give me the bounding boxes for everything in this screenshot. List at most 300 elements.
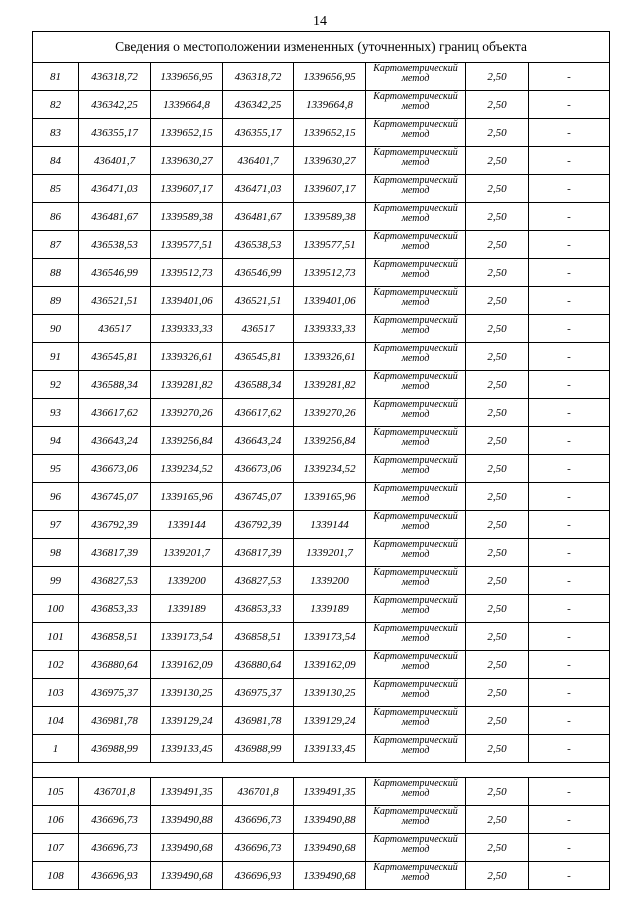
y-new-cell: 1339200: [294, 567, 366, 595]
y-existing-cell: 1339577,51: [151, 231, 223, 259]
point-number-cell: 84: [33, 147, 79, 175]
method-cell: [366, 259, 466, 287]
description-cell: -: [529, 679, 610, 707]
table-row: [33, 806, 610, 834]
table-row: [33, 147, 610, 175]
y-new-cell: 1339630,27: [294, 147, 366, 175]
method-cell: [366, 567, 466, 595]
y-new-cell: 1339144: [294, 511, 366, 539]
method-cell: [366, 455, 466, 483]
y-existing-cell: 1339652,15: [151, 119, 223, 147]
method-cell: [366, 483, 466, 511]
x-new-cell: 436545,81: [223, 343, 294, 371]
point-number-cell: 98: [33, 539, 79, 567]
method-cell: [366, 651, 466, 679]
x-existing-cell: 436673,06: [79, 455, 151, 483]
method-cell: [366, 315, 466, 343]
y-existing-cell: 1339130,25: [151, 679, 223, 707]
y-existing-cell: 1339401,06: [151, 287, 223, 315]
x-existing-cell: 436342,25: [79, 91, 151, 119]
table-row: [33, 778, 610, 806]
method-line1: Картометрический: [373, 287, 458, 298]
x-new-cell: 436858,51: [223, 623, 294, 651]
table-row: [33, 623, 610, 651]
table-row: [33, 834, 610, 862]
x-new-cell: 436643,24: [223, 427, 294, 455]
method-cell: [366, 91, 466, 119]
method-cell: [366, 287, 466, 315]
description-cell: -: [529, 427, 610, 455]
y-new-cell: 1339490,68: [294, 834, 366, 862]
y-new-cell: 1339512,73: [294, 259, 366, 287]
y-existing-cell: 1339270,26: [151, 399, 223, 427]
method-line2: метод: [401, 577, 430, 588]
y-existing-cell: 1339201,7: [151, 539, 223, 567]
x-new-cell: 436988,99: [223, 735, 294, 763]
method-line1: Картометрический: [373, 483, 458, 494]
y-new-cell: 1339133,45: [294, 735, 366, 763]
accuracy-cell: 2,50: [466, 427, 529, 455]
method-line2: метод: [401, 297, 430, 308]
x-existing-cell: 436617,62: [79, 399, 151, 427]
y-new-cell: 1339401,06: [294, 287, 366, 315]
point-number-cell: 88: [33, 259, 79, 287]
y-existing-cell: 1339144: [151, 511, 223, 539]
table-row: [33, 63, 610, 91]
accuracy-cell: 2,50: [466, 483, 529, 511]
description-cell: -: [529, 511, 610, 539]
y-new-cell: 1339326,61: [294, 343, 366, 371]
table-row: [33, 539, 610, 567]
point-number-cell: 92: [33, 371, 79, 399]
y-new-cell: 1339490,88: [294, 806, 366, 834]
table-row: [33, 567, 610, 595]
table-row: [33, 483, 610, 511]
x-existing-cell: 436827,53: [79, 567, 151, 595]
x-existing-cell: 436817,39: [79, 539, 151, 567]
table-row: [33, 287, 610, 315]
method-line2: метод: [401, 493, 430, 504]
x-new-cell: 436975,37: [223, 679, 294, 707]
description-cell: -: [529, 119, 610, 147]
point-number-cell: 104: [33, 707, 79, 735]
point-number-cell: 82: [33, 91, 79, 119]
accuracy-cell: 2,50: [466, 862, 529, 890]
method-cell: [366, 119, 466, 147]
method-line2: метод: [401, 325, 430, 336]
x-new-cell: 436471,03: [223, 175, 294, 203]
accuracy-cell: 2,50: [466, 175, 529, 203]
point-number-cell: 85: [33, 175, 79, 203]
description-cell: -: [529, 399, 610, 427]
accuracy-cell: 2,50: [466, 259, 529, 287]
x-new-cell: 436673,06: [223, 455, 294, 483]
table-row: [33, 862, 610, 890]
x-existing-cell: 436975,37: [79, 679, 151, 707]
description-cell: -: [529, 707, 610, 735]
group-separator: [33, 763, 610, 778]
y-existing-cell: 1339234,52: [151, 455, 223, 483]
x-new-cell: 436481,67: [223, 203, 294, 231]
table-row: [33, 735, 610, 763]
method-cell: [366, 679, 466, 707]
y-new-cell: 1339256,84: [294, 427, 366, 455]
method-cell: [366, 147, 466, 175]
method-line1: Картометрический: [373, 707, 458, 718]
description-cell: -: [529, 595, 610, 623]
description-cell: -: [529, 175, 610, 203]
point-number-cell: 1: [33, 735, 79, 763]
method-line1: Картометрический: [373, 371, 458, 382]
method-line1: Картометрический: [373, 735, 458, 746]
method-line2: метод: [401, 101, 430, 112]
point-number-cell: 93: [33, 399, 79, 427]
table-row: [33, 399, 610, 427]
x-existing-cell: 436643,24: [79, 427, 151, 455]
table-row: [33, 371, 610, 399]
y-new-cell: 1339189: [294, 595, 366, 623]
table-row: [33, 259, 610, 287]
accuracy-cell: 2,50: [466, 455, 529, 483]
method-line2: метод: [401, 745, 430, 756]
boundary-table: [32, 31, 610, 890]
method-line2: метод: [401, 353, 430, 364]
method-line1: Картометрический: [373, 91, 458, 102]
table-title-row: [33, 32, 610, 63]
point-number-cell: 108: [33, 862, 79, 890]
accuracy-cell: 2,50: [466, 735, 529, 763]
x-new-cell: 436546,99: [223, 259, 294, 287]
point-number-cell: 90: [33, 315, 79, 343]
table-row: [33, 595, 610, 623]
x-new-cell: 436696,93: [223, 862, 294, 890]
x-new-cell: 436401,7: [223, 147, 294, 175]
x-existing-cell: 436792,39: [79, 511, 151, 539]
x-new-cell: 436981,78: [223, 707, 294, 735]
y-new-cell: 1339281,82: [294, 371, 366, 399]
method-line2: метод: [401, 157, 430, 168]
y-new-cell: 1339664,8: [294, 91, 366, 119]
y-existing-cell: 1339656,95: [151, 63, 223, 91]
method-cell: [366, 778, 466, 806]
accuracy-cell: 2,50: [466, 203, 529, 231]
method-cell: [366, 343, 466, 371]
y-new-cell: 1339491,35: [294, 778, 366, 806]
description-cell: -: [529, 539, 610, 567]
accuracy-cell: 2,50: [466, 119, 529, 147]
description-cell: -: [529, 259, 610, 287]
point-number-cell: 103: [33, 679, 79, 707]
accuracy-cell: 2,50: [466, 371, 529, 399]
point-number-cell: 100: [33, 595, 79, 623]
y-existing-cell: 1339490,68: [151, 862, 223, 890]
method-line1: Картометрический: [373, 399, 458, 410]
x-existing-cell: 436546,99: [79, 259, 151, 287]
accuracy-cell: 2,50: [466, 539, 529, 567]
method-line1: Картометрический: [373, 862, 458, 873]
group-separator-row: [33, 763, 610, 778]
x-existing-cell: 436745,07: [79, 483, 151, 511]
point-number-cell: 83: [33, 119, 79, 147]
point-number-cell: 94: [33, 427, 79, 455]
x-existing-cell: 436696,73: [79, 806, 151, 834]
method-line2: метод: [401, 409, 430, 420]
table-row: [33, 231, 610, 259]
y-new-cell: 1339130,25: [294, 679, 366, 707]
y-new-cell: 1339577,51: [294, 231, 366, 259]
accuracy-cell: 2,50: [466, 567, 529, 595]
x-new-cell: 436696,73: [223, 834, 294, 862]
x-new-cell: 436588,34: [223, 371, 294, 399]
method-line2: метод: [401, 269, 430, 280]
method-cell: [366, 371, 466, 399]
method-line2: метод: [401, 605, 430, 616]
accuracy-cell: 2,50: [466, 315, 529, 343]
table-row: [33, 119, 610, 147]
y-existing-cell: 1339189: [151, 595, 223, 623]
accuracy-cell: 2,50: [466, 707, 529, 735]
description-cell: -: [529, 371, 610, 399]
accuracy-cell: 2,50: [466, 623, 529, 651]
method-line2: метод: [401, 185, 430, 196]
y-existing-cell: 1339589,38: [151, 203, 223, 231]
method-cell: [366, 735, 466, 763]
x-new-cell: 436701,8: [223, 778, 294, 806]
accuracy-cell: 2,50: [466, 651, 529, 679]
y-existing-cell: 1339173,54: [151, 623, 223, 651]
table-row: [33, 315, 610, 343]
y-new-cell: 1339652,15: [294, 119, 366, 147]
table-row: [33, 91, 610, 119]
x-existing-cell: 436538,53: [79, 231, 151, 259]
method-line1: Картометрический: [373, 63, 458, 74]
method-line2: метод: [401, 788, 430, 799]
accuracy-cell: 2,50: [466, 834, 529, 862]
x-new-cell: 436745,07: [223, 483, 294, 511]
point-number-cell: 105: [33, 778, 79, 806]
method-line1: Картометрический: [373, 806, 458, 817]
description-cell: -: [529, 147, 610, 175]
method-line1: Картометрический: [373, 623, 458, 634]
point-number-cell: 106: [33, 806, 79, 834]
y-new-cell: 1339129,24: [294, 707, 366, 735]
description-cell: -: [529, 483, 610, 511]
method-line2: метод: [401, 381, 430, 392]
table-row: [33, 707, 610, 735]
y-existing-cell: 1339333,33: [151, 315, 223, 343]
method-cell: [366, 203, 466, 231]
description-cell: -: [529, 623, 610, 651]
point-number-cell: 81: [33, 63, 79, 91]
x-existing-cell: 436981,78: [79, 707, 151, 735]
description-cell: -: [529, 651, 610, 679]
method-line2: метод: [401, 844, 430, 855]
x-existing-cell: 436696,73: [79, 834, 151, 862]
description-cell: -: [529, 834, 610, 862]
x-new-cell: 436355,17: [223, 119, 294, 147]
method-line2: метод: [401, 816, 430, 827]
point-number-cell: 87: [33, 231, 79, 259]
method-cell: [366, 427, 466, 455]
table-row: [33, 651, 610, 679]
x-existing-cell: 436318,72: [79, 63, 151, 91]
x-existing-cell: 436853,33: [79, 595, 151, 623]
x-existing-cell: 436471,03: [79, 175, 151, 203]
y-new-cell: 1339173,54: [294, 623, 366, 651]
method-line1: Картометрический: [373, 455, 458, 466]
description-cell: -: [529, 287, 610, 315]
x-new-cell: 436318,72: [223, 63, 294, 91]
description-cell: -: [529, 567, 610, 595]
x-existing-cell: 436701,8: [79, 778, 151, 806]
method-cell: [366, 806, 466, 834]
table-row: [33, 679, 610, 707]
x-new-cell: 436817,39: [223, 539, 294, 567]
accuracy-cell: 2,50: [466, 679, 529, 707]
accuracy-cell: 2,50: [466, 231, 529, 259]
point-number-cell: 97: [33, 511, 79, 539]
x-existing-cell: 436355,17: [79, 119, 151, 147]
method-line1: Картометрический: [373, 343, 458, 354]
method-line1: Картометрический: [373, 511, 458, 522]
y-existing-cell: 1339512,73: [151, 259, 223, 287]
y-existing-cell: 1339162,09: [151, 651, 223, 679]
y-existing-cell: 1339256,84: [151, 427, 223, 455]
method-line1: Картометрический: [373, 203, 458, 214]
x-new-cell: 436880,64: [223, 651, 294, 679]
method-line1: Картометрический: [373, 427, 458, 438]
y-new-cell: 1339201,7: [294, 539, 366, 567]
x-new-cell: 436617,62: [223, 399, 294, 427]
method-line2: метод: [401, 465, 430, 476]
method-line2: метод: [401, 73, 430, 84]
method-line1: Картометрический: [373, 315, 458, 326]
method-line2: метод: [401, 717, 430, 728]
point-number-cell: 96: [33, 483, 79, 511]
accuracy-cell: 2,50: [466, 287, 529, 315]
method-line2: метод: [401, 129, 430, 140]
x-existing-cell: 436481,67: [79, 203, 151, 231]
y-new-cell: 1339333,33: [294, 315, 366, 343]
method-line2: метод: [401, 872, 430, 883]
method-line1: Картометрический: [373, 539, 458, 550]
y-existing-cell: 1339165,96: [151, 483, 223, 511]
method-line2: метод: [401, 241, 430, 252]
description-cell: -: [529, 91, 610, 119]
method-cell: [366, 175, 466, 203]
x-new-cell: 436342,25: [223, 91, 294, 119]
method-line2: метод: [401, 213, 430, 224]
y-new-cell: 1339165,96: [294, 483, 366, 511]
accuracy-cell: 2,50: [466, 806, 529, 834]
method-line1: Картометрический: [373, 595, 458, 606]
x-new-cell: 436853,33: [223, 595, 294, 623]
accuracy-cell: 2,50: [466, 595, 529, 623]
method-cell: [366, 862, 466, 890]
point-number-cell: 107: [33, 834, 79, 862]
x-existing-cell: 436401,7: [79, 147, 151, 175]
accuracy-cell: 2,50: [466, 63, 529, 91]
table-row: [33, 427, 610, 455]
point-number-cell: 102: [33, 651, 79, 679]
y-existing-cell: 1339630,27: [151, 147, 223, 175]
description-cell: -: [529, 231, 610, 259]
point-number-cell: 101: [33, 623, 79, 651]
x-existing-cell: 436858,51: [79, 623, 151, 651]
x-new-cell: 436521,51: [223, 287, 294, 315]
point-number-cell: 86: [33, 203, 79, 231]
x-existing-cell: 436517: [79, 315, 151, 343]
method-cell: [366, 63, 466, 91]
x-existing-cell: 436588,34: [79, 371, 151, 399]
y-new-cell: 1339490,68: [294, 862, 366, 890]
y-existing-cell: 1339200: [151, 567, 223, 595]
y-existing-cell: 1339607,17: [151, 175, 223, 203]
table-row: [33, 203, 610, 231]
method-line1: Картометрический: [373, 679, 458, 690]
x-existing-cell: 436545,81: [79, 343, 151, 371]
y-new-cell: 1339656,95: [294, 63, 366, 91]
accuracy-cell: 2,50: [466, 147, 529, 175]
description-cell: -: [529, 862, 610, 890]
x-new-cell: 436538,53: [223, 231, 294, 259]
method-cell: [366, 399, 466, 427]
method-line1: Картометрический: [373, 259, 458, 270]
description-cell: -: [529, 778, 610, 806]
y-existing-cell: 1339133,45: [151, 735, 223, 763]
x-new-cell: 436517: [223, 315, 294, 343]
y-existing-cell: 1339664,8: [151, 91, 223, 119]
x-new-cell: 436792,39: [223, 511, 294, 539]
x-existing-cell: 436696,93: [79, 862, 151, 890]
description-cell: -: [529, 343, 610, 371]
point-number-cell: 89: [33, 287, 79, 315]
method-line2: метод: [401, 661, 430, 672]
method-cell: [366, 539, 466, 567]
method-cell: [366, 231, 466, 259]
method-cell: [366, 834, 466, 862]
description-cell: -: [529, 63, 610, 91]
description-cell: -: [529, 806, 610, 834]
method-cell: [366, 707, 466, 735]
y-new-cell: 1339270,26: [294, 399, 366, 427]
method-line2: метод: [401, 633, 430, 644]
y-existing-cell: 1339490,68: [151, 834, 223, 862]
method-line2: метод: [401, 549, 430, 560]
y-existing-cell: 1339490,88: [151, 806, 223, 834]
y-new-cell: 1339162,09: [294, 651, 366, 679]
accuracy-cell: 2,50: [466, 399, 529, 427]
method-line1: Картометрический: [373, 778, 458, 789]
method-line2: метод: [401, 437, 430, 448]
y-existing-cell: 1339129,24: [151, 707, 223, 735]
table-row: [33, 511, 610, 539]
accuracy-cell: 2,50: [466, 91, 529, 119]
page-number: 14: [313, 14, 327, 29]
y-existing-cell: 1339326,61: [151, 343, 223, 371]
method-line1: Картометрический: [373, 651, 458, 662]
y-new-cell: 1339607,17: [294, 175, 366, 203]
method-line2: метод: [401, 689, 430, 700]
method-line1: Картометрический: [373, 567, 458, 578]
table-row: [33, 455, 610, 483]
method-line1: Картометрический: [373, 147, 458, 158]
x-new-cell: 436696,73: [223, 806, 294, 834]
description-cell: -: [529, 455, 610, 483]
x-new-cell: 436827,53: [223, 567, 294, 595]
point-number-cell: 99: [33, 567, 79, 595]
description-cell: -: [529, 203, 610, 231]
